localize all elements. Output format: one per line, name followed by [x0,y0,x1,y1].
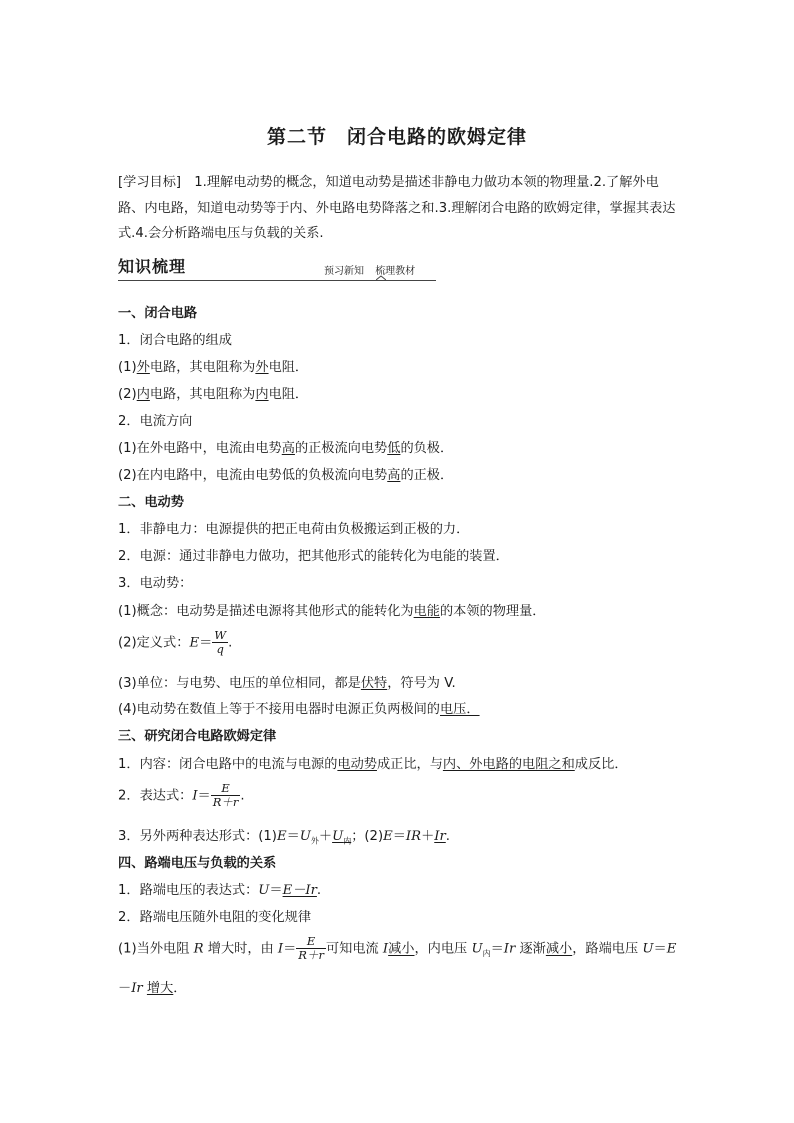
s2-line-3c: (3)单位：与电势、电压的单位相同，都是伏特，符号为 V. [118,676,456,691]
s4-line-4: －Ir 增大． [118,981,187,996]
s2-line-1: 1．非静电力：电源提供的把正电荷由负极搬运到正极的力． [118,522,470,537]
section-banner [118,254,436,282]
s2-line-2: 2．电源：通过非静电力做功，把其他形式的能转化为电能的装置． [118,549,509,564]
s3-line-1: 1．内容：闭合电路中的电流与电源的电动势成正比，与内、外电路的电阻之和成反比． [118,757,628,772]
s1-line-1b: (2)内电路，其电阻称为内电阻． [118,387,309,402]
s1-line-2b: (2)在内电路中，电流由电势低的负极流向电势高的正极． [118,468,454,483]
section-3-heading: 三、研究闭合电路欧姆定律 [118,729,277,744]
banner-title: 知识梳理 [118,257,187,276]
ohm-law-fraction: $\frac{E}{R+r}$ [212,781,239,809]
s1-line-2: 2．电流方向 [118,414,193,429]
section-4-heading: 四、路端电压与负载的关系 [118,856,277,871]
objectives-text: 1.理解电动势的概念，知道电动势是描述非静电力做功本领的物理量.2.了解外电路、内电路，知道电动势等于内、外电路电势降落之和.3.理解闭合电路的欧姆定律，掌握其表达式.4.会分析路端电压与负载的关系. [118,175,676,241]
s3-line-3: 3．另外两种表达形式：$(1)E=U_外+U_内$；(2)E＝IR＋Ir. [118,829,450,846]
s1-line-1: 1．闭合电路的组成 [118,333,232,348]
section-2-heading: 二、电动势 [118,495,184,510]
s4-line-3: (1)当外电阻 R 增大时，由 I＝ $\frac{E}{R+r}$ 可知电流 I减小，内电压 $U_内=Ir$ 逐渐减小，路端电压 U＝E [118,934,677,962]
s3-line-2: 2．表达式：I＝ $\frac{E}{R+r}$ . [118,781,245,809]
banner-notch-icon [376,274,386,282]
page-title: 第二节 闭合电路的欧姆定律 [266,126,527,148]
s1-line-2a: (1)在外电路中，电流由电势高的正极流向电势低的负极． [118,441,454,456]
banner-tag-1: 预习新知 [324,266,364,277]
objectives-label: [学习目标] [118,175,182,190]
s2-line-3: 3．电动势： [118,576,193,591]
banner-tag [324,262,415,277]
section-1-heading: 一、闭合电路 [118,306,198,321]
current-fraction: $\frac{E}{R+r}$ [298,934,324,962]
s2-line-3a: (1)概念：电动势是描述电源将其他形式的能转化为电能的本领的物理量． [118,604,546,619]
banner-tag-2: 梳理教材 [375,266,416,277]
s2-line-3b: (2)定义式：E＝ $\frac{W}{q}$ . [118,628,233,656]
learning-objectives [118,170,683,247]
s4-line-2: 2．路端电压随外电阻的变化规律 [118,910,312,925]
banner-rule [118,280,436,281]
s2-line-4: (4)电动势在数值上等于不接用电器时电源正负两极间的电压． [118,702,480,717]
s1-line-1a: (1)外电路，其电阻称为外电阻． [118,360,309,375]
emf-definition-fraction: $\frac{W}{q}$ [214,628,227,656]
s4-line-1: 1．路端电压的表达式：U＝E－Ir. [118,883,322,898]
